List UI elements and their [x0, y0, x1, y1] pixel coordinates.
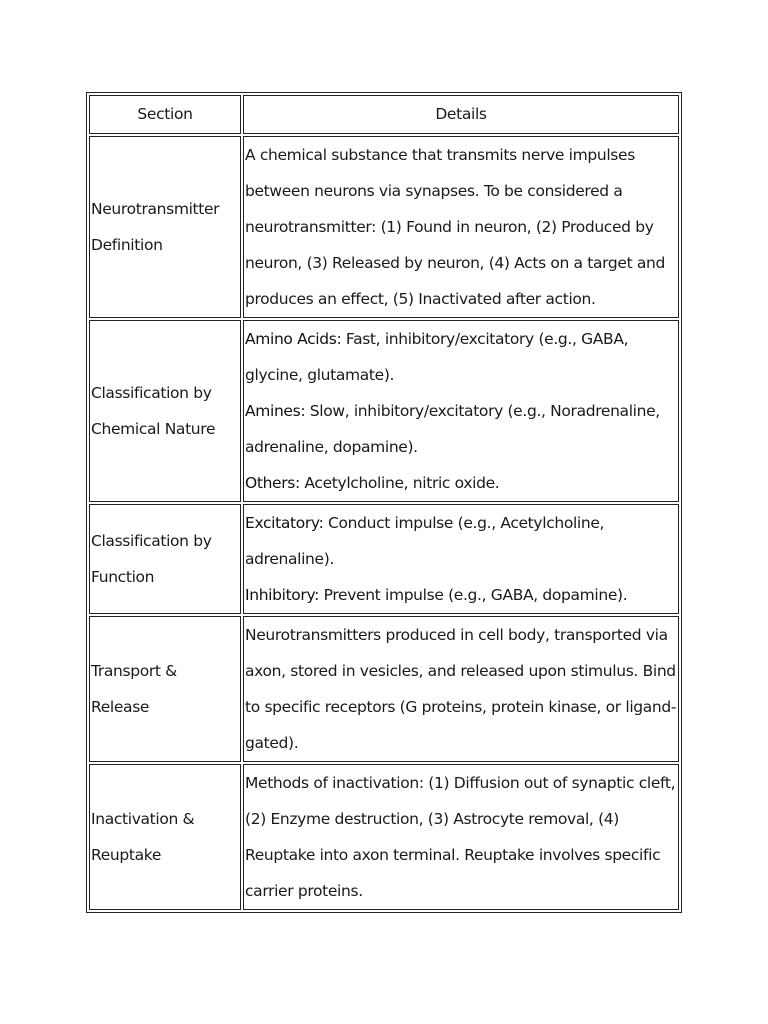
header-section: Section — [89, 95, 241, 134]
details-cell — [243, 320, 679, 502]
detail-term: Amines: — [245, 402, 306, 420]
detail-text: Methods of inactivation: (1) Diffusion out of synaptic cleft, (2) Enzyme destruction, (3) Astrocyte removal, (4) Reuptake into axon terminal. Reuptake involves specific carrier proteins. — [245, 774, 676, 900]
detail-term: Others: — [245, 474, 300, 492]
table-header-row — [89, 95, 679, 134]
detail-paragraph — [245, 393, 677, 465]
table-row — [89, 320, 679, 502]
neurotransmitter-table — [86, 92, 682, 913]
detail-paragraph — [245, 765, 677, 909]
section-cell: Inactivation & Reuptake — [89, 764, 241, 910]
section-cell: Classification by Function — [89, 504, 241, 614]
detail-paragraph — [245, 137, 677, 317]
detail-paragraph — [245, 321, 677, 393]
header-details: Details — [243, 95, 679, 134]
detail-term: Inhibitory: — [245, 586, 320, 604]
details-cell — [243, 616, 679, 762]
details-cell — [243, 504, 679, 614]
detail-paragraph — [245, 505, 677, 577]
detail-text: Prevent impulse (e.g., GABA, dopamine). — [319, 586, 628, 604]
detail-text: A chemical substance that transmits nerve impulses between neurons via synapses. To be considered a neurotransmitter: (1) Found in neuron, (2) Produced by neuron, (3) Released by neuron, (4) Acts on a target and produces an effect, (5) Inactivated after action. — [245, 146, 665, 308]
detail-term: Excitatory: — [245, 514, 324, 532]
table-row — [89, 136, 679, 318]
detail-term: Amino Acids: — [245, 330, 342, 348]
table-row — [89, 764, 679, 910]
section-cell: Classification by Chemical Nature — [89, 320, 241, 502]
details-cell — [243, 136, 679, 318]
table-row — [89, 504, 679, 614]
section-cell: Transport & Release — [89, 616, 241, 762]
detail-text: Conduct impulse (e.g., Acetylcholine, adrenaline). — [245, 514, 605, 568]
detail-text: Slow, inhibitory/excitatory (e.g., Noradrenaline, adrenaline, dopamine). — [245, 402, 660, 456]
detail-text: Neurotransmitters produced in cell body, transported via axon, stored in vesicles, and released upon stimulus. Bind to specific receptors (G proteins, protein kinase, or ligand-gated). — [245, 626, 677, 752]
detail-text: Fast, inhibitory/excitatory (e.g., GABA, glycine, glutamate). — [245, 330, 629, 384]
detail-paragraph — [245, 577, 677, 613]
section-cell: Neurotransmitter Definition — [89, 136, 241, 318]
detail-text: Acetylcholine, nitric oxide. — [299, 474, 500, 492]
detail-paragraph — [245, 465, 677, 501]
details-cell — [243, 764, 679, 910]
table-row — [89, 616, 679, 762]
detail-paragraph — [245, 617, 677, 761]
